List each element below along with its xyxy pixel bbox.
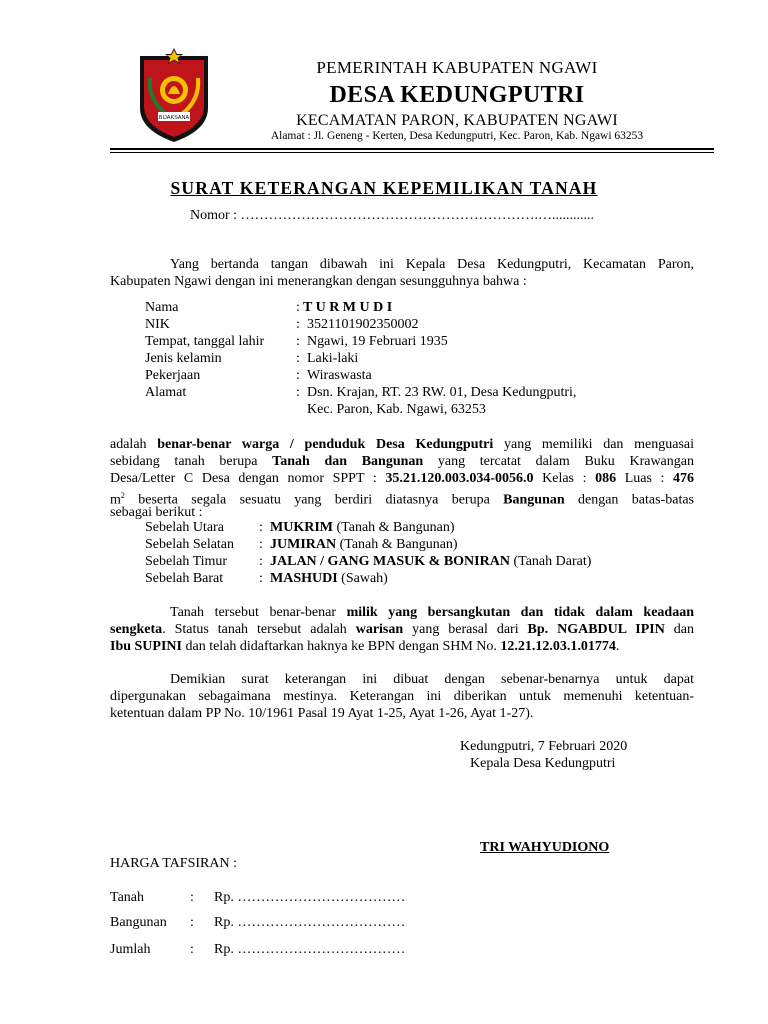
south-value: JUMIRAN (Tanah & Bangunan) [270,537,458,552]
north-label: Sebelah Utara [145,520,224,535]
gender-label: Jenis kelamin [145,351,222,366]
gender-colon: : [296,351,300,366]
nik-label: NIK [145,317,170,332]
heir-origin: Bp. NGABDUL IPIN [527,622,665,637]
closing-paragraph: Demikian surat keterangan ini dibuat dengan sebenar-benarnya untuk dapat dipergunakan sebagaimana mestinya. Keterangan ini diberikan untuk memenuhi ketentuan- ketentuan dalam PP No. 10/1961 Pasal 19 Ayat 1-25, Ayat 1-26, Ayat 1-27). [110,672,694,721]
address-colon: : [296,385,300,400]
header-rule-thin [110,152,714,153]
address-label: Alamat [145,385,187,400]
boundaries-intro: sebagai berikut : [110,505,203,520]
land-type: Tanah dan Bangunan [272,454,424,469]
land-class: 086 [595,471,617,486]
birth-colon: : [296,334,300,349]
total-price-value: Rp. ……………………………… [214,942,406,957]
south-colon: : [259,537,263,552]
status-paragraph: Tanah tersebut benar-benar milik yang bersangkutan dan tidak dalam keadaan sengketa. Status tanah tersebut adalah warisan yang berasal dari Bp. NGABDUL IPIN dan Ibu SUPINI dan telah didaftarkan haknya ke BPN dengan SHM No. 12.21.12.03.1.01774. [110,605,694,654]
name-label: Nama [145,300,179,315]
total-price-label: Jumlah [110,942,151,957]
address-value-line-1: Dsn. Krajan, RT. 23 RW. 01, Desa Kedungputri, [307,385,577,400]
total-price-colon: : [190,942,194,957]
east-value: JALAN / GANG MASUK & BONIRAN (Tanah Darat) [270,554,592,569]
signature-place-date: Kedungputri, 7 Februari 2020 [460,739,628,754]
south-label: Sebelah Selatan [145,537,235,552]
building-price-value: Rp. ……………………………… [214,915,406,930]
sppt-number: 35.21.120.003.034-0056.0 [385,471,534,486]
occupation-value: Wiraswasta [307,368,372,383]
name-colon: : [296,300,300,315]
land-price-colon: : [190,890,194,905]
intro-line-2: Kabupaten Ngawi dengan ini menerangkan dengan sesungguhnya bahwa : [110,274,527,289]
birth-value: Ngawi, 19 Februari 1935 [307,334,448,349]
signatory-name: TRI WAHYUDIONO [480,840,610,855]
nik-colon: : [296,317,300,332]
ownership-paragraph: adalah benar-benar warga / penduduk Desa Kedungputri yang memiliki dan menguasai sebidang tanah berupa Tanah dan Bangunan yang tercatat dalam Buku Krawangan Desa/Letter C Desa dengan nomor SPPT : 35.21.120.003.034-0056.0 Kelas : 086 Luas : 476 $m^2$ beserta segala sesuatu yang berdiri diatasnya berupa Bangunan dengan batas-batas sebagai berikut : [110,437,695,520]
north-value: MUKRIM (Tanah & Bangunan) [270,520,455,535]
gender-value: Laki-laki [307,351,359,366]
building-price-label: Bangunan [110,915,167,930]
shm-number: 12.21.12.03.1.01774 [500,639,616,654]
land-price-value: Rp. ……………………………… [214,890,406,905]
east-label: Sebelah Timur [145,554,228,569]
office-address: Alamat : Jl. Geneng - Kerten, Desa Kedungputri, Kec. Paron, Kab. Ngawi 63253 [270,130,644,142]
occupation-colon: : [296,368,300,383]
village-name: DESA KEDUNGPUTRI [329,82,585,108]
estimated-price-title: HARGA TAFSIRAN : [110,856,237,871]
intro-paragraph [110,256,694,290]
intro-line-1: Yang bertanda tangan dibawah ini Kepala Desa Kedungputri, Kecamatan Paron, [170,257,694,272]
east-colon: : [259,554,263,569]
address-value-line-2: Kec. Paron, Kab. Ngawi, 63253 [307,402,486,417]
land-price-label: Tanah [110,890,145,905]
building-label: Bangunan [503,492,565,508]
ngawi-regency-emblem [136,48,212,144]
svg-text:BIJAKSANA: BIJAKSANA [158,115,190,121]
name-value: T U R M U D I [303,300,393,315]
building-price-colon: : [190,915,194,930]
resident-statement: benar-benar warga / penduduk Desa Kedungputri [157,437,494,452]
west-colon: : [259,571,263,586]
north-colon: : [259,520,263,535]
west-value: MASHUDI (Sawah) [270,571,388,586]
government-name: PEMERINTAH KABUPATEN NGAWI [316,58,598,77]
nik-value: 3521101902350002 [307,317,419,332]
signature-position: Kepala Desa Kedungputri [470,756,616,771]
document-title: SURAT KETERANGAN KEPEMILIKAN TANAH [170,178,598,198]
occupation-label: Pekerjaan [145,368,201,383]
west-label: Sebelah Barat [145,571,224,586]
birth-label: Tempat, tanggal lahir [145,334,265,349]
letter-number: Nomor : ……………………………………………………….…............ [190,208,595,223]
district-name: KECAMATAN PARON, KABUPATEN NGAWI [296,112,618,129]
header-rule-thick [110,148,714,150]
land-area: 476 [673,471,695,486]
